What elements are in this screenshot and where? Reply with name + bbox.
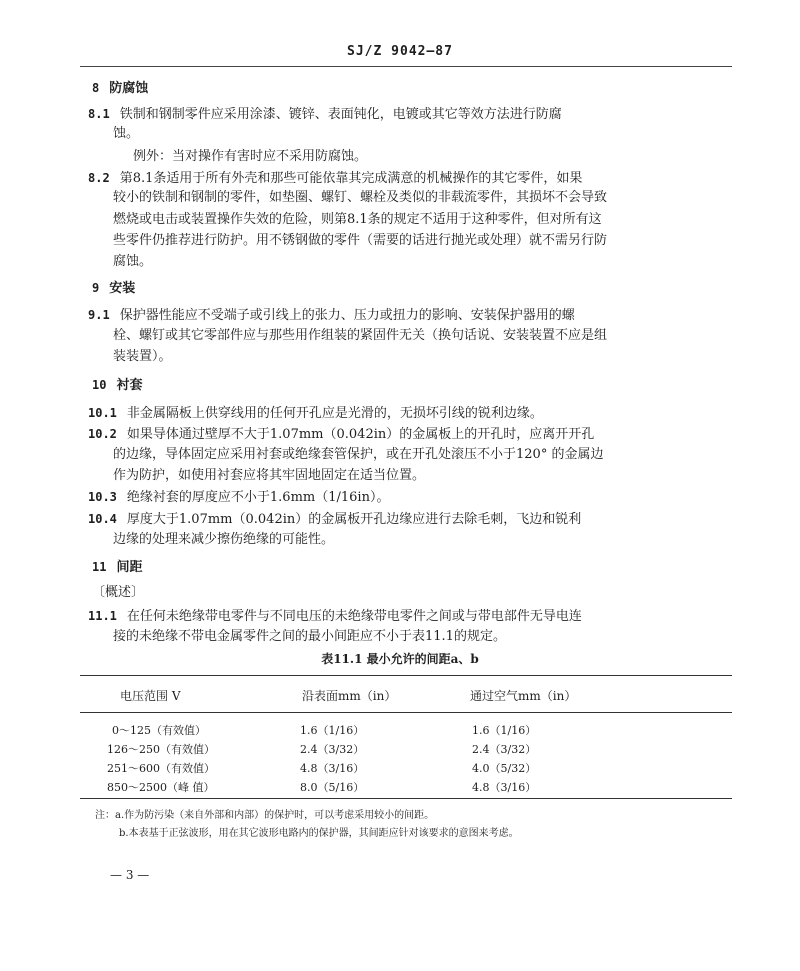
cell-voltage: 850～2500（峰 值） bbox=[107, 781, 215, 794]
paragraph-line: 接的未绝缘不带电金属零件之间的最小间距应不小于表11.1的规定。 bbox=[113, 629, 506, 644]
section-title: 间距 bbox=[116, 560, 143, 575]
clause-9-1 bbox=[88, 305, 575, 326]
cell-voltage: 126～250（有效值） bbox=[107, 743, 215, 756]
table-header-rule bbox=[80, 712, 732, 713]
paragraph-line: 燃烧或电击或装置操作失效的危险，则第8.1条的规定不适用于这种零件，但对所有这 bbox=[113, 212, 602, 227]
header-rule bbox=[80, 66, 732, 67]
page-number: — 3 — bbox=[110, 868, 150, 882]
table-header-voltage: 电压范围 V bbox=[120, 689, 181, 703]
cell-voltage: 251～600（有效值） bbox=[107, 762, 215, 775]
table-note-a bbox=[95, 806, 434, 821]
paragraph-line: 蚀。 bbox=[113, 126, 140, 141]
clause-number: 10.3 bbox=[88, 490, 117, 504]
clause-10-2 bbox=[88, 424, 594, 445]
document-number: SJ/Z 9042—87 bbox=[347, 44, 453, 59]
cell-voltage: 0～125（有效值） bbox=[112, 724, 206, 737]
section-10-heading bbox=[92, 375, 142, 396]
section-11-heading bbox=[92, 557, 142, 578]
clause-text: 绝缘衬套的厚度应不小于1.6mm（1/16in）。 bbox=[126, 490, 390, 505]
section-title: 防腐蚀 bbox=[109, 81, 149, 96]
clause-number: 9.1 bbox=[88, 308, 110, 322]
section-number: 8 bbox=[92, 81, 100, 95]
table-header-surface: 沿表面mm（in） bbox=[302, 689, 397, 703]
cell-surface: 4.8（3/16） bbox=[300, 762, 365, 775]
table-caption: 表11.1 最小允许的间距a、b bbox=[321, 652, 479, 666]
clause-number: 8.2 bbox=[88, 171, 110, 185]
paragraph-line: 边缘的处理来减少擦伤绝缘的可能性。 bbox=[113, 532, 335, 547]
cell-surface: 2.4（3/32） bbox=[300, 743, 365, 756]
clause-10-3 bbox=[88, 487, 389, 508]
clause-8-2 bbox=[88, 168, 582, 189]
clause-number: 10.2 bbox=[88, 427, 117, 441]
clause-number: 8.1 bbox=[88, 107, 110, 121]
cell-air: 4.0（5/32） bbox=[472, 762, 537, 775]
clause-11-1 bbox=[88, 606, 582, 627]
section-8-heading bbox=[92, 78, 148, 99]
cell-surface: 8.0（5/16） bbox=[300, 781, 365, 794]
section-title: 安装 bbox=[109, 281, 136, 296]
cell-surface: 1.6（1/16） bbox=[300, 724, 365, 737]
clause-text: 在任何未绝缘带电零件与不同电压的未绝缘带电零件之间或与带电部件无导电连 bbox=[126, 609, 582, 624]
cell-air: 2.4（3/32） bbox=[472, 743, 537, 756]
table-header-air: 通过空气mm（in） bbox=[470, 689, 577, 703]
clause-text: 如果导体通过壁厚不大于1.07mm（0.042in）的金属板上的开孔时，应离开开孔 bbox=[126, 427, 595, 442]
paragraph-line: 的边缘，导体固定应采用衬套或绝缘套管保护，或在开孔处滚压不小于120° 的金属边 bbox=[113, 447, 604, 462]
paragraph-line: 作为防护，如使用衬套应将其牢固地固定在适当位置。 bbox=[113, 468, 426, 483]
clause-number: 10.1 bbox=[88, 406, 117, 420]
clause-number: 11.1 bbox=[88, 609, 117, 623]
section-9-heading bbox=[92, 278, 135, 299]
note-text: a.作为防污染（来自外部和内部）的保护时，可以考虑采用较小的间距。 bbox=[115, 810, 435, 821]
section-number: 10 bbox=[92, 378, 107, 392]
table-top-rule bbox=[80, 675, 732, 676]
cell-air: 1.6（1/16） bbox=[472, 724, 537, 737]
exception-note: 例外：当对操作有害时应不采用防腐蚀。 bbox=[133, 149, 368, 164]
section-number: 11 bbox=[92, 560, 107, 574]
paragraph-line: 装装置）。 bbox=[113, 349, 172, 364]
paragraph-line: 栓、螺钉或其它零部件应与那些用作组装的紧固件无关（换句话说、安装装置不应是组 bbox=[113, 328, 608, 343]
clause-text: 第8.1条适用于所有外壳和那些可能依靠其完成满意的机械操作的其它零件，如果 bbox=[119, 171, 583, 186]
table-bottom-rule bbox=[80, 798, 732, 799]
section-title: 衬套 bbox=[116, 378, 143, 393]
clause-8-1 bbox=[88, 104, 562, 125]
section-number: 9 bbox=[92, 281, 100, 295]
paragraph-line: 较小的铁制和钢制的零件，如垫圈、螺钉、螺栓及类似的非载流零件，其损坏不会导致 bbox=[113, 190, 608, 205]
clause-text: 铁制和钢制零件应采用涂漆、镀锌、表面钝化，电镀或其它等效方法进行防腐 bbox=[119, 107, 562, 122]
table-note-b: b.本表基于正弦波形，用在其它波形电路内的保护器，其间距应针对该要求的意图来考虑。 bbox=[119, 828, 519, 839]
clause-10-4 bbox=[88, 509, 581, 530]
paragraph-line: 腐蚀。 bbox=[113, 254, 153, 269]
paragraph-line: 些零件仍推荐进行防护。用不锈钢做的零件（需要的话进行抛光或处理）就不需另行防 bbox=[113, 233, 608, 248]
clause-text: 厚度大于1.07mm（0.042in）的金属板开孔边缘应进行去除毛刺，飞边和锐利 bbox=[126, 512, 582, 527]
clause-10-1 bbox=[88, 403, 543, 424]
note-label: 注： bbox=[95, 810, 115, 821]
clause-number: 10.4 bbox=[88, 512, 117, 526]
clause-text: 保护器性能应不受端子或引线上的张力、压力或扭力的影响、安装保护器用的螺 bbox=[119, 308, 575, 323]
overview-label: 〔概述〕 bbox=[92, 585, 145, 600]
cell-air: 4.8（3/16） bbox=[472, 781, 537, 794]
clause-text: 非金属隔板上供穿线用的任何开孔应是光滑的，无损坏引线的锐利边缘。 bbox=[126, 406, 543, 421]
